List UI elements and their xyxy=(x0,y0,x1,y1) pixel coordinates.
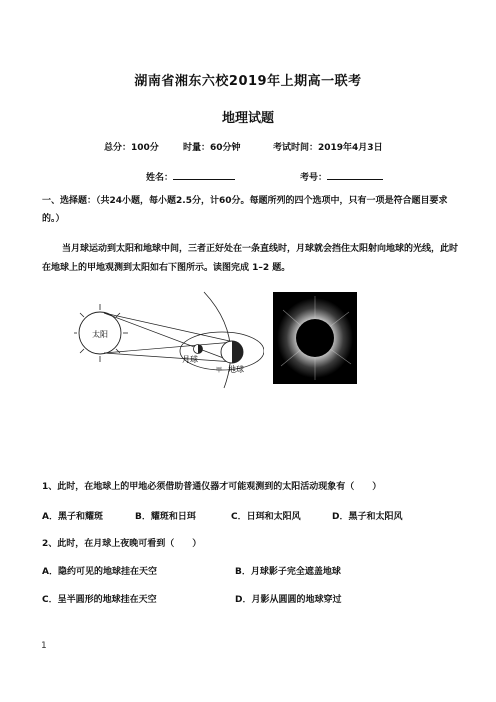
name-field xyxy=(146,170,235,183)
question-intro: 当月球运动到太阳和地球中间，三者正好处在一条直线时，月球就会挡住太阳射向地球的光线，此时在地球上的甲地观测到太阳如右下图所示。读图完成 1–2 题。 xyxy=(42,244,459,273)
eclipse-diagram xyxy=(74,290,264,390)
question-1: 1、此时，在地球上的甲地必须借助普通仪器才可能观测到的太阳活动现象有（ ） xyxy=(42,482,382,492)
q1-option-b: B．耀斑和日珥 xyxy=(135,512,196,522)
section-heading: 一、选择题：（共24小题，每小题2.5分，计60分。每题所列的四个选项中，只有一项是符合题目要求的。） xyxy=(42,196,448,224)
score-info: 总分：100分 xyxy=(104,143,159,153)
q2-option-c: C．呈半圆形的地球挂在天空 xyxy=(42,595,157,605)
q1-option-d: D．黑子和太阳风 xyxy=(332,512,403,522)
earth-label: 地球 xyxy=(228,365,244,374)
page-number: 1 xyxy=(41,641,47,651)
site-label: 甲 xyxy=(216,367,223,374)
q2-option-a: A．隐约可见的地球挂在天空 xyxy=(42,567,157,577)
earth-night-side xyxy=(232,341,243,363)
solar-eclipse-photo xyxy=(273,292,357,384)
id-label: 考号： xyxy=(300,173,328,183)
moon-shadow xyxy=(198,345,203,354)
q2-option-d: D．月影从圆圆的地球穿过 xyxy=(235,595,342,605)
date-info: 考试时间：2019年4月3日 xyxy=(273,143,383,153)
id-blank xyxy=(327,170,383,180)
q2-option-b: B．月球影子完全遮盖地球 xyxy=(235,567,341,577)
page-title: 湖南省湘东六校2019年上期高一联考 xyxy=(134,74,362,89)
name-label: 姓名： xyxy=(146,173,174,183)
light-rays xyxy=(104,313,234,362)
question-2: 2、此时，在月球上夜晚可看到（ ） xyxy=(42,539,202,549)
q1-option-c: C．日珥和太阳风 xyxy=(231,512,301,522)
page-subtitle: 地理试题 xyxy=(221,111,274,126)
moon-disc xyxy=(296,319,334,357)
moon-label: 月球 xyxy=(182,355,198,364)
id-field xyxy=(300,170,383,183)
q1-option-a: A．黑子和耀斑 xyxy=(42,512,103,522)
name-blank xyxy=(173,170,235,180)
time-info: 时量：60分钟 xyxy=(183,143,241,153)
sun-label: 太阳 xyxy=(92,330,108,339)
